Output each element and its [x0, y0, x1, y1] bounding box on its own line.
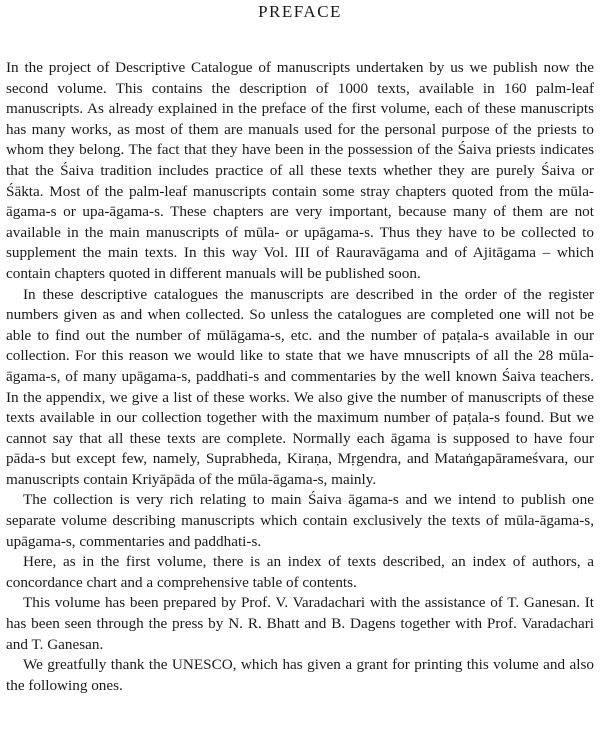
- paragraph-6: We greatfully thank the UNESCO, which has given a grant for printing this volume and also the following ones.: [6, 656, 594, 694]
- paragraph-2: In these descriptive catalogues the manuscripts are described in the order of the register numbers given as and when collected. So unless the catalogues are completed one will not be able to find out the number of mūlāgama-s, etc. and the number of paṭala-s available in our collection. For this reason we would like to state that we have mnuscripts of all the 28 mūla-āgama-s, of many upāgama-s, paddhati-s and commentaries by the well known Śaiva teachers. In the appendix, we give a list of these works. We also give the number of manuscripts of these texts available in our collection together with the maximum number of paṭala-s found. But we cannot say that all these texts are complete. Normally each āgama is supposed to have four pāda-s but except few, namely, Suprabheda, Kiraṇa, Mṛgendra, and Mataṅgapārameśvara, our manuscripts contain Kriyāpāda of the mūla-āgama-s, mainly.: [6, 285, 594, 488]
- paragraph-1: In the project of Descriptive Catalogue of manuscripts undertaken by us we publish now the second volume. This contains the description of 1000 texts, available in 160 palm-leaf manuscripts. As already explained in the preface of the first volume, each of these manuscripts has many works, as most of them are manuals used for the personal purpose of the priests to whom they belong. The fact that they have been in the possession of the Śaiva priests indicates that the Śaiva tradition includes practice of all these texts whether they are purely Śaiva or Śākta. Most of the palm-leaf manuscripts contain some stray chapters quoted from the mūla-āgama-s or upa-āgama-s. These chapters are very important, because many of them are not available in the main manuscripts of mūla- or upāgama-s. Thus they have to be collected to supplement the main texts. In this way Vol. III of Rauravāgama and of Ajitāgama – which contain chapters quoted in different manuals will be published soon.: [6, 59, 594, 282]
- paragraph-5: This volume has been prepared by Prof. V. Varadachari with the assistance of T. Ganesan. It has been seen through the press by N. R. Bhatt and B. Dagens together with Prof. Varadachari and T. Ganesan.: [6, 594, 594, 653]
- paragraph-3: The collection is very rich relating to main Śaiva āgama-s and we intend to publish one separate volume describing manuscripts which contain exclusively the texts of mūla-āgama-s, upāgama-s, commentaries and paddhati-s.: [6, 491, 594, 550]
- paragraph-4: Here, as in the first volume, there is an index of texts described, an index of authors, a concordance chart and a comprehensive table of contents.: [6, 553, 594, 591]
- page-title: PREFACE: [258, 2, 342, 21]
- preface-body: [6, 58, 594, 696]
